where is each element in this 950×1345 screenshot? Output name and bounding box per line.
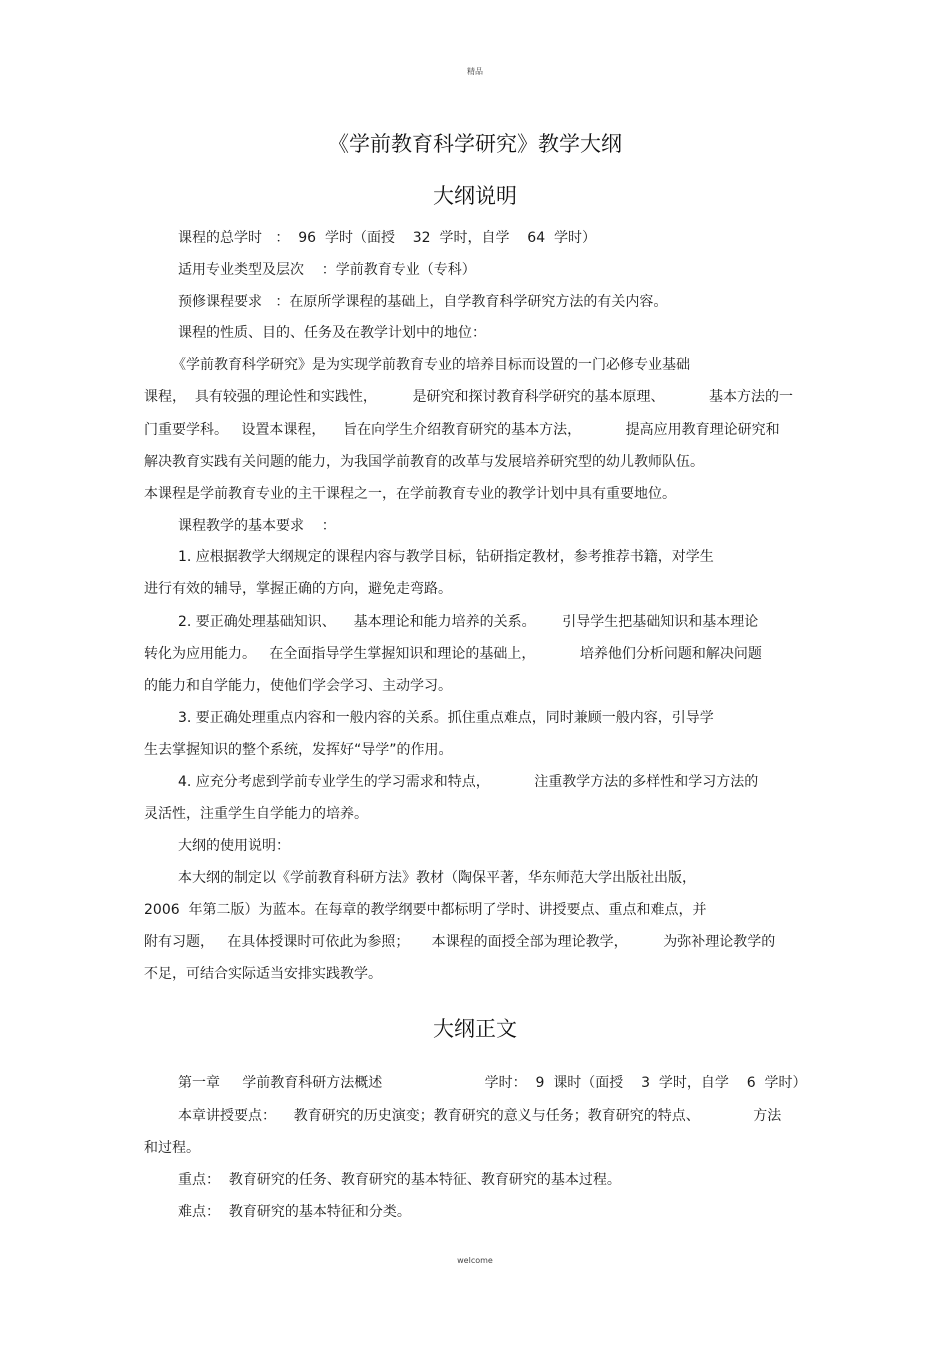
text-line: 课程教学的基本要求 ： xyxy=(178,518,336,534)
text-line: 1. 应根据教学大纲规定的课程内容与教学目标，钻研指定教材，参考推荐书籍，对学生 xyxy=(178,549,714,565)
text-line: 《学前教育科学研究》是为实现学前教育专业的培养目标而设置的一门必修专业基础 xyxy=(172,357,690,373)
section-title-outline-notes: 大纲说明 xyxy=(433,184,517,208)
text-line: 大纲的使用说明： xyxy=(178,838,290,854)
section-title-outline-body: 大纲正文 xyxy=(433,1017,517,1041)
text-line: 课程的性质、目的、任务及在教学计划中的地位： xyxy=(178,325,486,341)
text-line: 4. 应充分考虑到学前专业学生的学习需求和特点， 注重教学方法的多样性和学习方法的 xyxy=(178,774,759,790)
text-line: 2006 年第二版）为蓝本。在每章的教学纲要中都标明了学时、讲授要点、重点和难点，并 xyxy=(144,902,707,918)
document-title: 《学前教育科学研究》教学大纲 xyxy=(328,132,622,156)
text-line: 本章讲授要点： 教育研究的历史演变；教育研究的意义与任务；教育研究的特点、 方法 xyxy=(178,1108,782,1124)
text-line: 和过程。 xyxy=(144,1140,200,1156)
text-line: 课程的总学时 ： 96 学时（面授 32 学时，自学 64 学时） xyxy=(178,230,596,246)
text-line: 不足，可结合实际适当安排实践教学。 xyxy=(144,966,382,982)
text-line: 3. 要正确处理重点内容和一般内容的关系。抓住重点难点，同时兼顾一般内容，引导学 xyxy=(178,710,714,726)
text-line: 2. 要正确处理基础知识、 基本理论和能力培养的关系。 引导学生把基础知识和基本理论 xyxy=(178,614,759,630)
text-line: 附有习题， 在具体授课时可依此为参照； 本课程的面授全部为理论教学， 为弥补理论教学的 xyxy=(144,934,776,950)
text-line: 进行有效的辅导，掌握正确的方向，避免走弯路。 xyxy=(144,581,452,597)
text-line: 灵活性，注重学生自学能力的培养。 xyxy=(144,806,368,822)
text-line: 门重要学科。 设置本课程， 旨在向学生介绍教育研究的基本方法， 提高应用教育理论研究和 xyxy=(144,422,780,438)
text-line: 适用专业类型及层次 ：学前教育专业（专科） xyxy=(178,262,476,278)
text-line: 难点： 教育研究的基本特征和分类。 xyxy=(178,1204,411,1220)
text-line: 的能力和自学能力，使他们学会学习、主动学习。 xyxy=(144,678,452,694)
page-footer: welcome xyxy=(457,1256,493,1265)
text-line: 本课程是学前教育专业的主干课程之一，在学前教育专业的教学计划中具有重要地位。 xyxy=(144,486,676,502)
text-line: 解决教育实践有关问题的能力，为我国学前教育的改革与发展培养研究型的幼儿教师队伍。 xyxy=(144,454,704,470)
text-line: 课程， 具有较强的理论性和实践性， 是研究和探讨教育科学研究的基本原理、 基本方法的一 xyxy=(144,389,794,405)
text-line: 重点： 教育研究的任务、教育研究的基本特征、教育研究的基本过程。 xyxy=(178,1172,621,1188)
chapter-heading: 第一章 学前教育科研方法概述 学时： 9 课时（面授 3 学时，自学 6 学时） xyxy=(178,1075,807,1091)
text-line: 转化为应用能力。 在全面指导学生掌握知识和理论的基础上， 培养他们分析问题和解决问题 xyxy=(144,646,762,662)
text-line: 生去掌握知识的整个系统，发挥好“导学”的作用。 xyxy=(144,742,453,758)
text-line: 本大纲的制定以《学前教育科研方法》教材（陶保平著，华东师范大学出版社出版， xyxy=(178,870,696,886)
text-line: 预修课程要求 ：在原所学课程的基础上，自学教育科学研究方法的有关内容。 xyxy=(178,294,668,310)
page-header: 精品 xyxy=(467,67,483,76)
